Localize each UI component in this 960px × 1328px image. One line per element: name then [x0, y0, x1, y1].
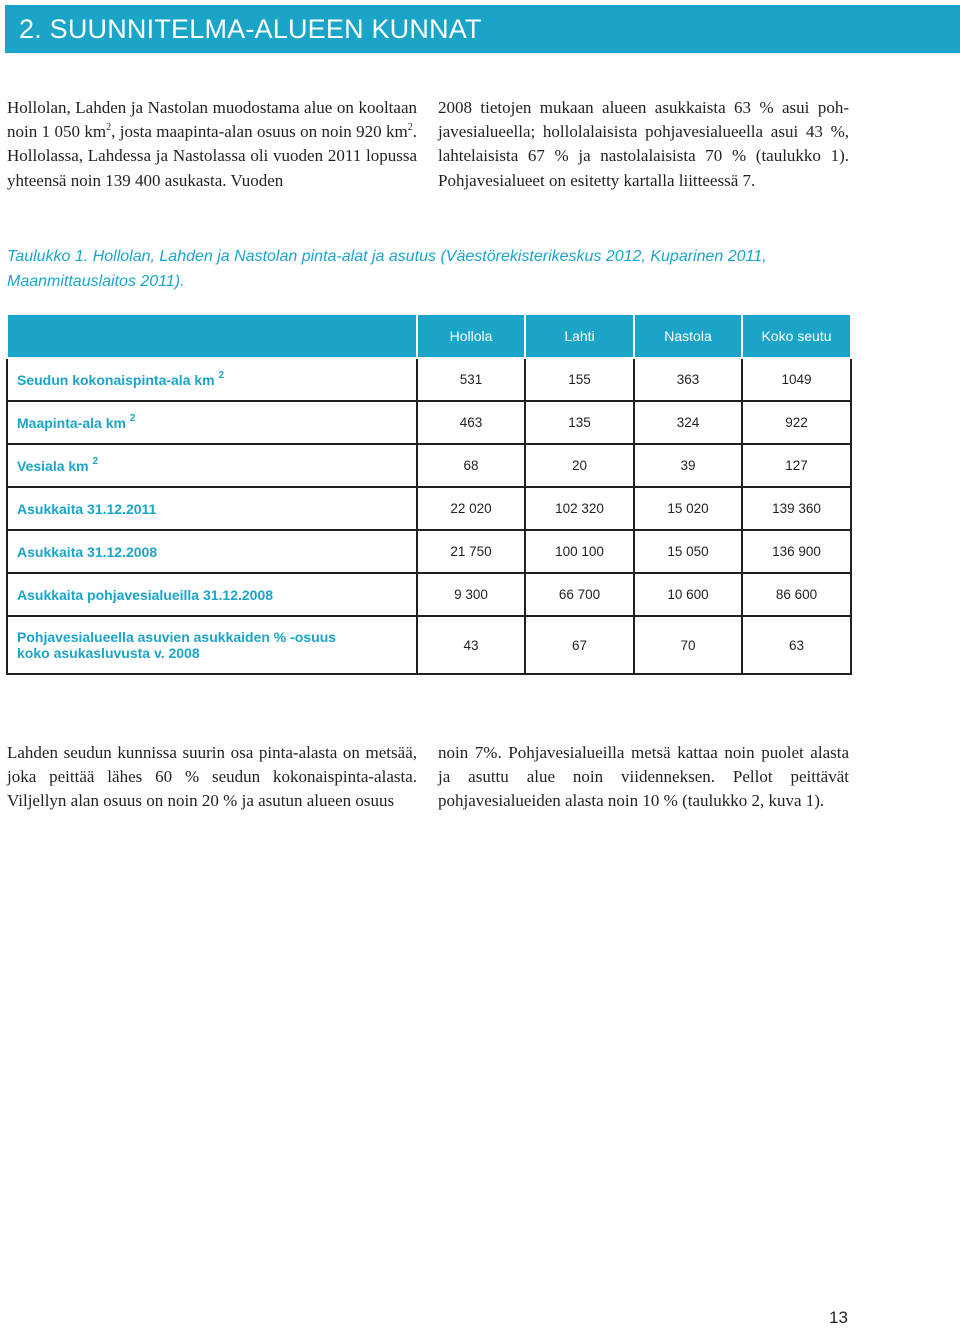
table-caption: Taulukko 1. Hollolan, Lahden ja Nastolan pinta-alat ja asutus (Väestörekisterikeskus 2012, Kuparinen 2011, Maanmittauslaitos 2011). [7, 248, 767, 290]
row-label: Seudun kokonaispinta-ala km $^2$ [7, 358, 417, 401]
body-left-paragraph: Lahden seudun kunnissa suurin osa pinta-alasta on metsää, joka peittää lähes 60 % seudun kokonaispinta-alasta. Viljellyn alan osuus on noin 20 % ja asutun alueen osuus [7, 743, 417, 811]
table-cell: 66 700 [525, 573, 634, 616]
table-row [7, 487, 851, 530]
table-cell: 136 900 [742, 530, 851, 573]
table-cell: 39 [634, 444, 742, 487]
body-left-column [7, 741, 417, 814]
table-row [7, 401, 851, 444]
table-cell: 9 300 [417, 573, 525, 616]
body-right-column [438, 741, 849, 814]
intro-text-part: Hollolan, Lahden ja Nastolan muodostama alue on kooltaan noin 1 050 km [7, 98, 417, 142]
table-cell: 102 320 [525, 487, 634, 530]
intro-right-column [438, 96, 849, 193]
body-right-paragraph: noin 7%. Pohjavesialueilla metsä kattaa noin puolet alasta ja asuttu alue noin viidenneksen. Pellot peittävät pohjavesialueiden alasta noin 10 % (taulukko 2, kuva 1). [438, 743, 849, 811]
column-header: Lahti [525, 314, 634, 358]
table-cell: 363 [634, 358, 742, 401]
table-row [7, 573, 851, 616]
intro-right-paragraph: 2008 tietojen mukaan alueen asukkaista 63 % asui pohjavesialueella; hollolalaisista pohjavesialueella asui 43 %, lahtelaisista 67 % ja nastolalaisista 70 % (taulukko 1). Pohjavesialueet on esitetty kartalla liitteessä 7. [438, 98, 849, 190]
table-cell: 127 [742, 444, 851, 487]
table-cell: 922 [742, 401, 851, 444]
table-cell: 1049 [742, 358, 851, 401]
column-header: Koko seutu [742, 314, 851, 358]
table-cell: 463 [417, 401, 525, 444]
table-cell: 86 600 [742, 573, 851, 616]
table-header-row [7, 314, 851, 358]
table-cell: 67 [525, 616, 634, 674]
table-cell: 21 750 [417, 530, 525, 573]
table-cell: 135 [525, 401, 634, 444]
row-label: Asukkaita 31.12.2011 [7, 487, 417, 530]
row-label: Vesiala km $^2$ [7, 444, 417, 487]
table-cell: 139 360 [742, 487, 851, 530]
table-row [7, 444, 851, 487]
data-table [6, 313, 852, 675]
column-header: Hollola [417, 314, 525, 358]
table-cell: 324 [634, 401, 742, 444]
table-cell: 15 020 [634, 487, 742, 530]
table-cell: 63 [742, 616, 851, 674]
table-cell: 22 020 [417, 487, 525, 530]
table-row [7, 530, 851, 573]
table-cell: 10 600 [634, 573, 742, 616]
row-label: Pohjavesialueella asuvien asukkaiden % -osuus koko asukasluvusta v. 2008 [7, 616, 417, 674]
header-blank-cell [7, 314, 417, 358]
intro-text-part: . Hollolassa, Lahdessa ja Nastolassa oli vuoden 2011 lopussa yhteensä noin 139 400 asukasta. Vuoden [7, 122, 417, 190]
table-cell: 43 [417, 616, 525, 674]
table-row [7, 358, 851, 401]
row-label: Maapinta-ala km $^2$ [7, 401, 417, 444]
table-cell: 68 [417, 444, 525, 487]
row-label: Asukkaita pohjavesialueilla 31.12.2008 [7, 573, 417, 616]
column-header: Nastola [634, 314, 742, 358]
row-label: Asukkaita 31.12.2008 [7, 530, 417, 573]
table-cell: 15 050 [634, 530, 742, 573]
section-header-bar [5, 5, 960, 53]
section-title: 2. SUUNNITELMA-ALUEEN KUNNAT [19, 14, 482, 44]
superscript: 2 [106, 121, 112, 133]
intro-text-part: , josta maapinta-alan osuus on noin 920 km [111, 122, 408, 142]
page-number: 13 [829, 1308, 848, 1327]
table-cell: 531 [417, 358, 525, 401]
intro-left-paragraph [7, 96, 417, 193]
intro-left-column [7, 96, 417, 193]
table-cell: 100 100 [525, 530, 634, 573]
table-cell: 20 [525, 444, 634, 487]
superscript: 2 [407, 121, 413, 133]
table-row [7, 616, 851, 674]
table-cell: 70 [634, 616, 742, 674]
table-cell: 155 [525, 358, 634, 401]
